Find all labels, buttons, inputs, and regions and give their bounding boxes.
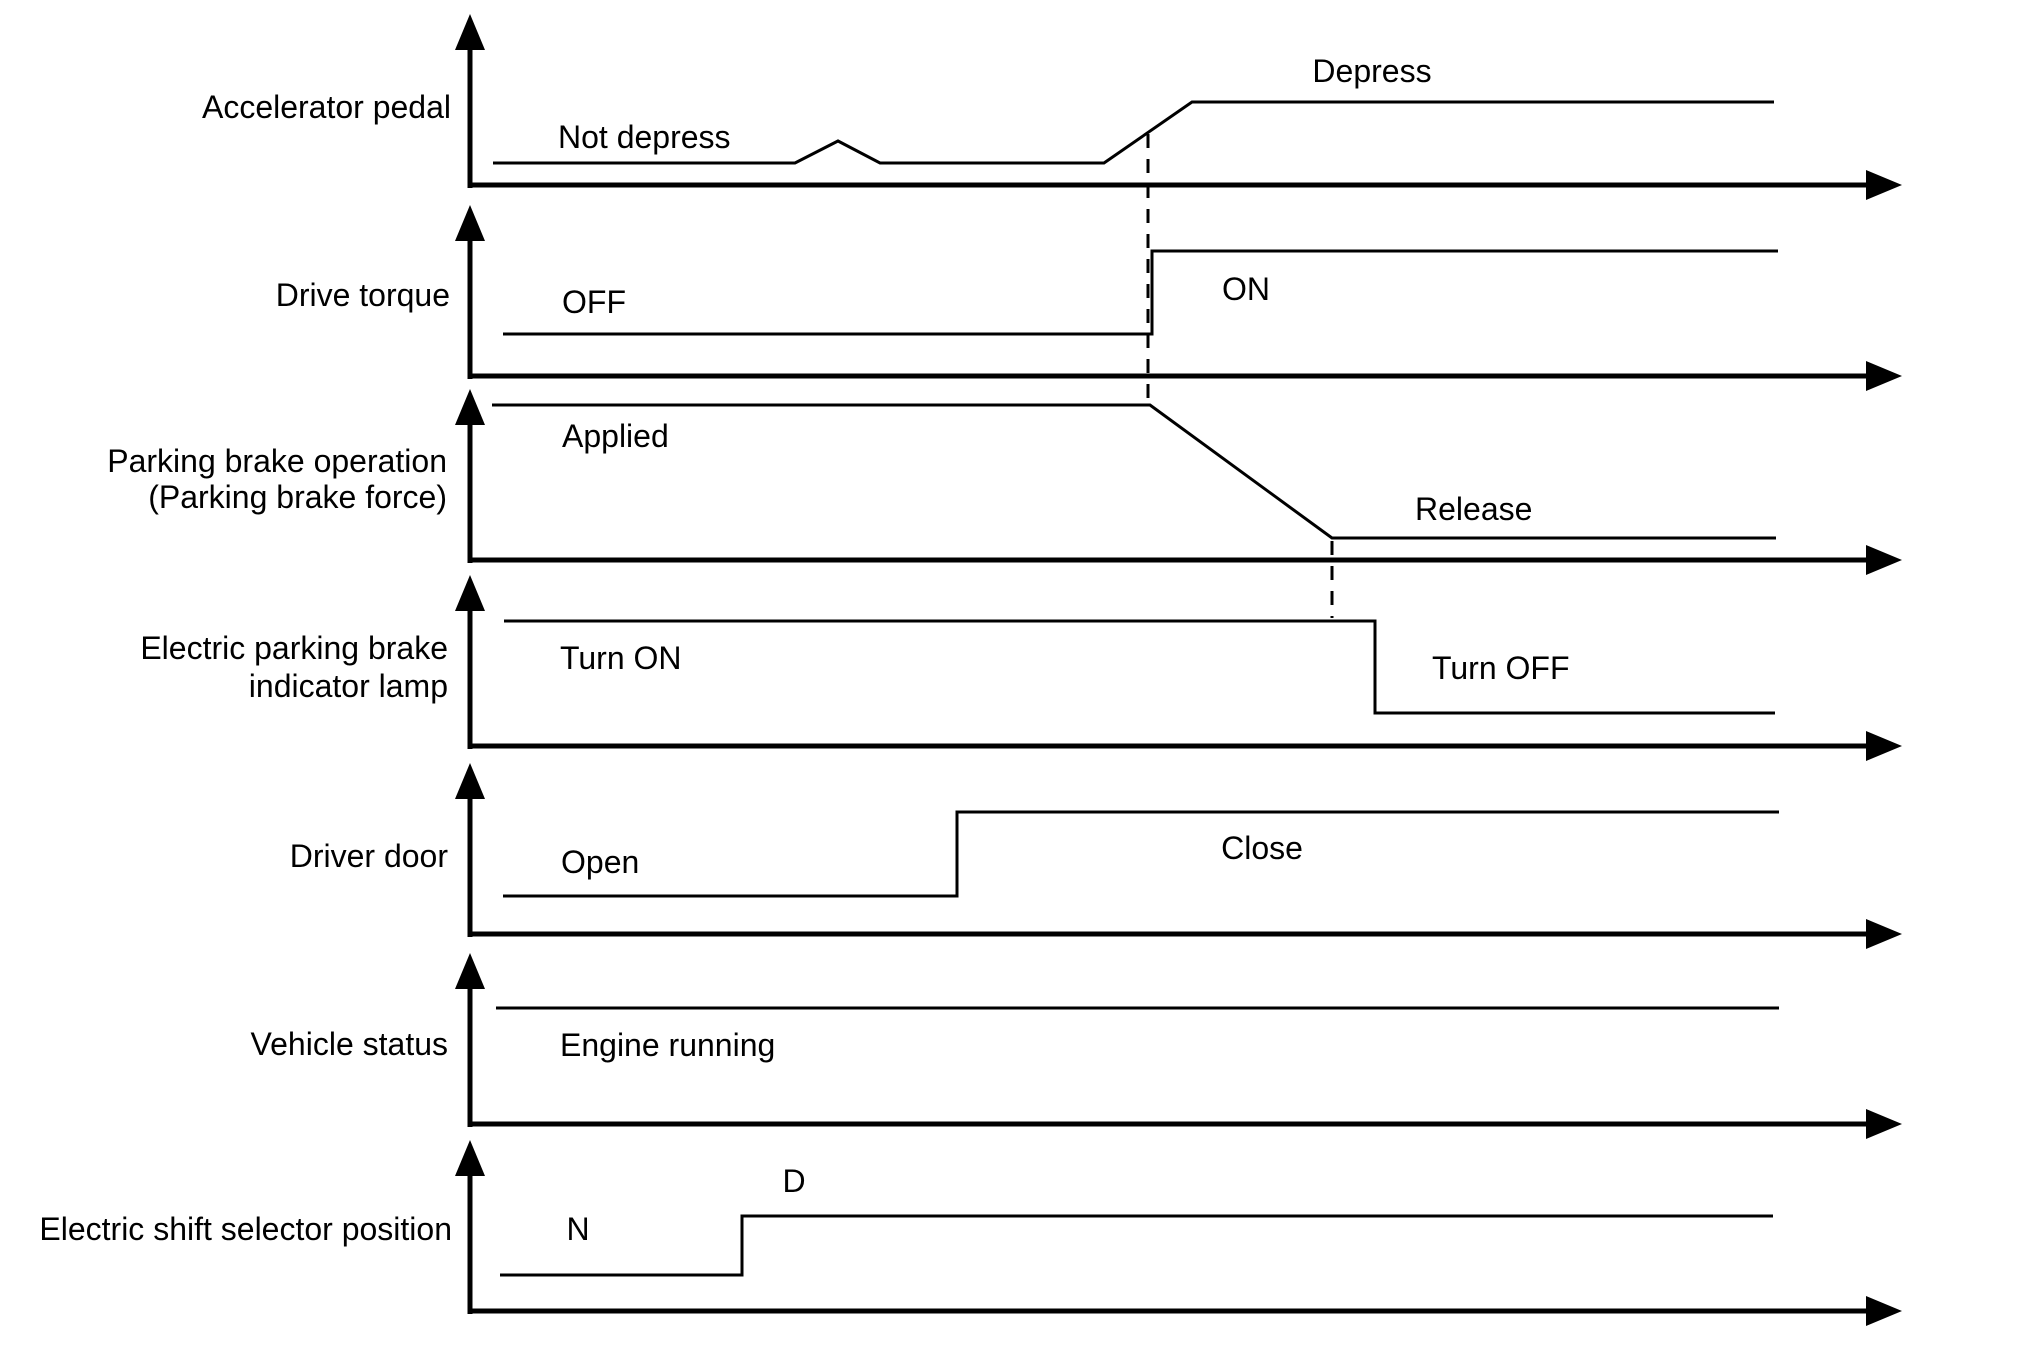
panel-epb-indicator-lamp bbox=[140, 609, 1868, 749]
panel-label: Driver door bbox=[289, 838, 448, 874]
panel-accelerator-pedal bbox=[202, 48, 1868, 188]
panel-parking-brake-operation bbox=[107, 405, 1868, 563]
state-label-turn-on: Turn ON bbox=[560, 640, 682, 676]
waveform-epb-lamp bbox=[504, 621, 1775, 713]
panel-shift-selector-position bbox=[39, 1163, 1868, 1314]
state-label-engine-running: Engine running bbox=[560, 1027, 776, 1063]
panel-driver-door bbox=[290, 797, 1868, 937]
waveform-shift-selector bbox=[500, 1216, 1773, 1275]
state-label-not-depress: Not depress bbox=[558, 119, 731, 155]
waveform-drive-torque bbox=[503, 251, 1778, 334]
panel-label-line-2: (Parking brake force) bbox=[148, 479, 447, 515]
state-label-n: N bbox=[566, 1211, 590, 1247]
waveform-driver-door bbox=[503, 812, 1779, 896]
panel-drive-torque bbox=[276, 239, 1868, 379]
panel-label: Accelerator pedal bbox=[201, 89, 451, 125]
state-label-release: Release bbox=[1415, 491, 1533, 527]
state-label-depress: Depress bbox=[1312, 53, 1432, 89]
panel-label: Electric shift selector position bbox=[39, 1211, 452, 1247]
state-label-off: OFF bbox=[562, 284, 626, 320]
state-label-on: ON bbox=[1222, 271, 1270, 307]
panel-label-line-2: indicator lamp bbox=[248, 668, 448, 704]
waveform-parking-brake bbox=[492, 405, 1776, 538]
state-label-applied: Applied bbox=[562, 418, 669, 454]
state-label-turn-off: Turn OFF bbox=[1432, 650, 1570, 686]
panel-label: Drive torque bbox=[275, 277, 450, 313]
state-label-close: Close bbox=[1221, 830, 1303, 866]
state-label-open: Open bbox=[561, 844, 640, 880]
panel-label: Vehicle status bbox=[250, 1026, 448, 1062]
panel-label-line-1: Electric parking brake bbox=[140, 630, 448, 666]
panel-label-line-1: Parking brake operation bbox=[107, 443, 447, 479]
state-label-d: D bbox=[782, 1163, 806, 1199]
panel-vehicle-status bbox=[251, 987, 1868, 1127]
